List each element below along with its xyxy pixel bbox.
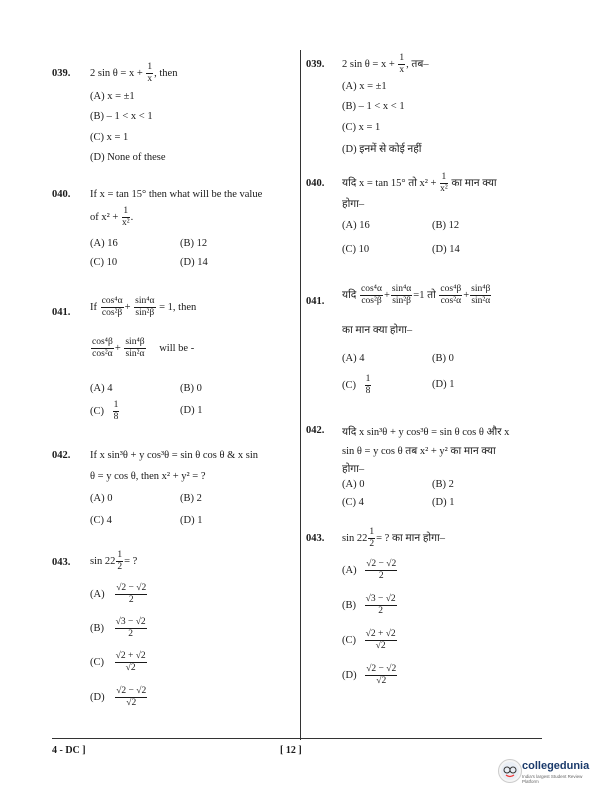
option: (C) 4 xyxy=(90,515,112,526)
question-number: 040. xyxy=(52,189,71,200)
question-stem: If $\frac{\text{cos⁴α}}{\text{cos²β}}$ + $\frac{\text{sin⁴α}}{\text{sin²β}}$ = 1, then xyxy=(90,296,197,318)
option: (B) 2 xyxy=(180,493,202,504)
option: (A) $\frac{√2 - √2}{2}$ xyxy=(90,583,147,605)
option: (C) $\frac{√2 + √2}{√2}$ xyxy=(342,629,396,651)
fraction: $\frac{1}{x}$ xyxy=(147,62,153,84)
option: (B) $\frac{√3 - √2}{2}$ xyxy=(90,617,146,639)
option: (C) $\frac{√2 + √2}{√2}$ xyxy=(90,651,146,673)
fraction: $\frac{√2 - √2}{√2}$ xyxy=(366,664,397,686)
question-stem: If x sin³θ + y cos³θ = sin θ cos θ & x sin xyxy=(90,450,259,461)
option: (C) 10 xyxy=(90,257,118,268)
option: (D) $\frac{√2 - √2}{√2}$ xyxy=(90,686,147,708)
brand-logo-icon xyxy=(498,759,522,783)
option: (B) 0 xyxy=(432,353,454,364)
question-number: 041. xyxy=(306,296,325,307)
option: (D) 14 xyxy=(432,244,460,255)
fraction: $\frac{√2 - √2}{2}$ xyxy=(366,559,397,581)
option: (A) 4 xyxy=(90,383,113,394)
question-number: 039. xyxy=(52,68,71,79)
footer-rule xyxy=(52,738,542,739)
option: (C) 10 xyxy=(342,244,370,255)
fraction: $\frac{\text{cos⁴β}}{\text{cos²α}}$ xyxy=(440,284,462,306)
question-stem: यदि $\frac{\text{cos⁴α}}{\text{cos²β}}$ + $\frac{\text{sin⁴α}}{\text{sin²β}}$ =1 तो $\frac{\text{cos⁴β}}{\text{cos²α}}$ + $\frac{\text{sin⁴β}}{\text{sin²α}}$ xyxy=(342,284,491,306)
fraction: $\frac{1}{\text{x²}}$ xyxy=(121,206,130,228)
option: (A) x = ±1 xyxy=(342,81,387,92)
fraction: $\frac{1}{8}$ xyxy=(365,374,371,396)
question-stem-cont: का मान क्या होगा– xyxy=(342,325,413,336)
option: (D) 1 xyxy=(180,405,203,416)
fraction: $\frac{\text{sin⁴α}}{\text{sin²β}}$ xyxy=(391,284,412,306)
brand-tagline: India's largest Student Review Platform xyxy=(522,774,583,784)
brand-name: collegedunia xyxy=(522,760,590,772)
brand-watermark xyxy=(498,757,590,787)
option: (D) 1 xyxy=(432,379,455,390)
fraction: $\frac{1}{x}$ xyxy=(399,53,405,75)
option: (D) 14 xyxy=(180,257,208,268)
question-stem: 2 sin θ = x + $\frac{1}{x}$ , तब– xyxy=(342,53,429,75)
option: (C) 4 xyxy=(342,497,364,508)
option: (A) 0 xyxy=(90,493,113,504)
option: (D) $\frac{√2 - √2}{√2}$ xyxy=(342,664,397,686)
question-stem-cont: θ = y cos θ, then x² + y² = ? xyxy=(90,471,206,482)
question-stem-cont: होगा– xyxy=(342,199,365,210)
fraction: $\frac{\text{sin⁴β}}{\text{sin²α}}$ xyxy=(125,337,145,359)
option: (D) None of these xyxy=(90,152,166,163)
fraction: $\frac{√3 - √2}{2}$ xyxy=(365,594,396,616)
option: (C) $\frac{1}{8}$ xyxy=(90,400,119,422)
option: (D) 1 xyxy=(432,497,455,508)
question-expression: $\frac{\text{cos⁴β}}{\text{cos²α}}$ + $\frac{\text{sin⁴β}}{\text{sin²α}}$ will be - xyxy=(92,337,195,359)
question-stem-cont: sin θ = y cos θ तब x² + y² का मान क्या xyxy=(342,446,496,457)
option: (A) $\frac{√2 - √2}{2}$ xyxy=(342,559,397,581)
option: (C) x = 1 xyxy=(342,122,381,133)
question-number: 042. xyxy=(306,425,325,436)
fraction: $\frac{\text{cos⁴α}}{\text{cos²β}}$ xyxy=(361,284,382,306)
option: (B) – 1 < x < 1 xyxy=(90,111,153,122)
question-stem: 2 sin θ = x + $\frac{1}{x}$ , then xyxy=(90,62,178,84)
option: (A) 0 xyxy=(342,479,365,490)
option: (C) $\frac{1}{8}$ xyxy=(342,374,371,396)
option: (B) 12 xyxy=(180,238,208,249)
question-number: 042. xyxy=(52,450,71,461)
fraction: $\frac{\text{cos⁴α}}{\text{cos²β}}$ xyxy=(101,296,123,318)
fraction: $\frac{1}{\text{x²}}$ xyxy=(440,172,448,194)
question-number: 039. xyxy=(306,59,325,70)
question-number: 041. xyxy=(52,307,71,318)
option: (A) x = ±1 xyxy=(90,91,135,102)
page-code: 4 - DC ] xyxy=(52,745,86,756)
option: (B) $\frac{√3 - √2}{2}$ xyxy=(342,594,396,616)
fraction: $\frac{\text{cos⁴β}}{\text{cos²α}}$ xyxy=(92,337,113,359)
question-number: 043. xyxy=(52,557,71,568)
question-stem-cont: of x² + $\frac{1}{\text{x²}}$ . xyxy=(90,206,134,228)
option: (B) 2 xyxy=(432,479,454,490)
option: (B) 12 xyxy=(432,220,460,231)
option: (A) 4 xyxy=(342,353,365,364)
option: (D) इनमें से कोई नहीं xyxy=(342,144,422,155)
fraction: $\frac{√3 - √2}{2}$ xyxy=(115,617,146,639)
fraction: $\frac{\text{sin⁴β}}{\text{sin²α}}$ xyxy=(471,284,491,306)
fraction: $\frac{√2 - √2}{√2}$ xyxy=(116,686,147,708)
question-number: 043. xyxy=(306,533,325,544)
fraction: $\frac{√2 + √2}{√2}$ xyxy=(115,651,146,673)
option: (A) 16 xyxy=(90,238,118,249)
fraction: $\frac{√2 + √2}{√2}$ xyxy=(365,629,396,651)
option: (B) – 1 < x < 1 xyxy=(342,101,405,112)
question-stem-cont: होगा– xyxy=(342,464,365,475)
fraction: $\frac{\text{sin⁴α}}{\text{sin²β}}$ xyxy=(135,296,155,318)
fraction: $\frac{√2 - √2}{2}$ xyxy=(116,583,147,605)
fraction: $\frac{1}{2}$ xyxy=(369,527,375,549)
fraction: $\frac{1}{2}$ xyxy=(117,550,123,572)
column-divider xyxy=(300,50,301,740)
question-stem: If x = tan 15° then what will be the value xyxy=(90,189,263,200)
page-number: [ 12 ] xyxy=(280,745,302,756)
question-number: 040. xyxy=(306,178,325,189)
question-stem: sin 22 $\frac{1}{2}$ = ? का मान होगा– xyxy=(342,527,446,549)
option: (A) 16 xyxy=(342,220,370,231)
option: (B) 0 xyxy=(180,383,202,394)
fraction: $\frac{1}{8}$ xyxy=(113,400,119,422)
question-stem: sin 22 $\frac{1}{2}$ = ? xyxy=(90,550,138,572)
question-stem: यदि x = tan 15° तो x² + $\frac{1}{\text{x²}}$ का मान क्या xyxy=(342,172,497,194)
option: (D) 1 xyxy=(180,515,203,526)
question-stem: यदि x sin³θ + y cos³θ = sin θ cos θ और x xyxy=(342,427,510,438)
option: (C) x = 1 xyxy=(90,132,129,143)
